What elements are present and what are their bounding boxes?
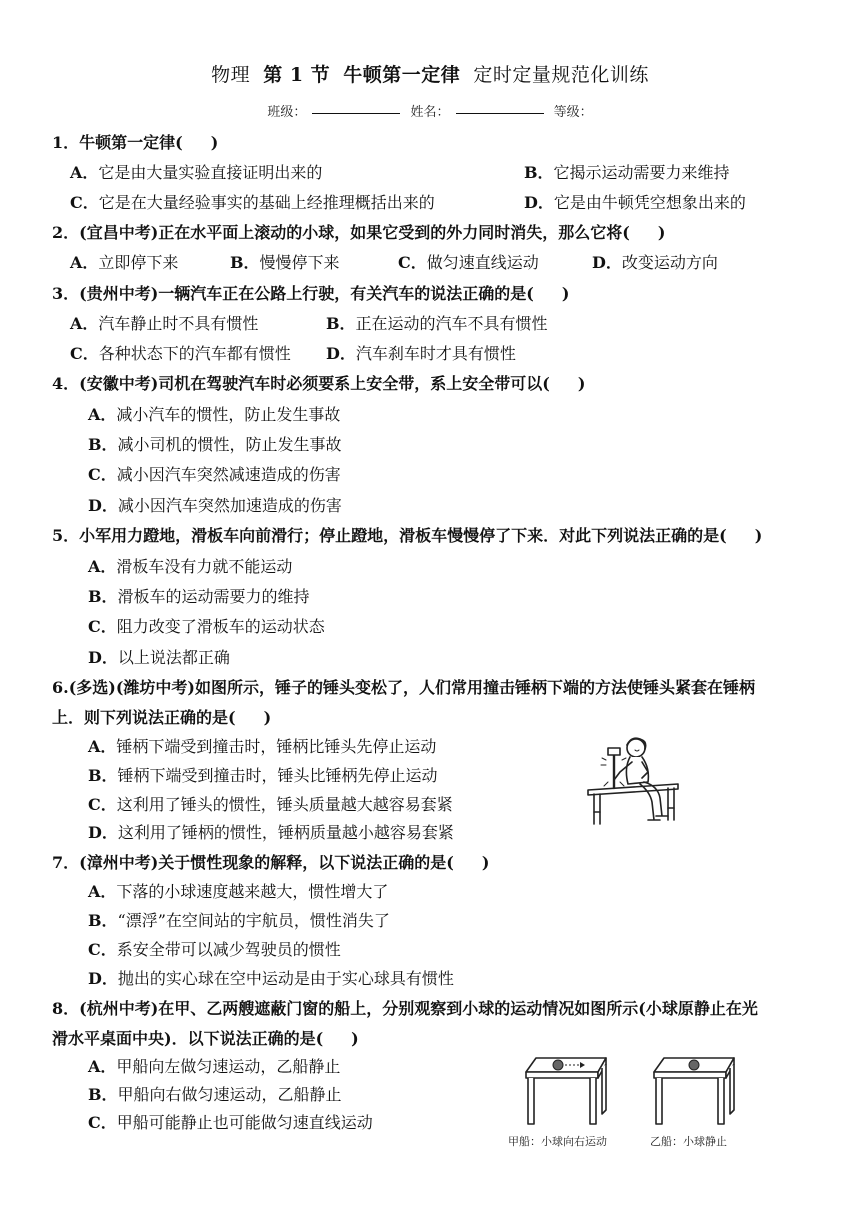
title-suffix: 定时定量规范化训练 [473, 64, 649, 86]
question-1-option-d[interactable]: D．它是由牛顿凭空想象出来的 [524, 193, 746, 212]
question-7-option-a[interactable]: A．下落的小球速度越来越大，惯性增大了 [88, 882, 389, 901]
name-label: 姓名： [410, 105, 450, 120]
question-4-option-b[interactable]: B．减小司机的惯性，防止发生事故 [88, 435, 342, 454]
grade-label: 等级： [553, 105, 593, 120]
question-5-option-b[interactable]: B．滑板车的运动需要力的维持 [88, 587, 310, 606]
question-7-option-b[interactable]: B．“漂浮”在空间站的宇航员，惯性消失了 [88, 911, 390, 930]
question-1-option-b[interactable]: B．它揭示运动需要力来维持 [524, 163, 730, 182]
page-title [0, 60, 860, 87]
question-6-option-a[interactable]: A．锤柄下端受到撞击时，锤柄比锤头先停止运动 [88, 737, 437, 756]
question-5-option-d[interactable]: D．以上说法都正确 [88, 648, 230, 667]
hammer-bench-illustration [584, 732, 684, 832]
question-3-option-d[interactable]: D．汽车刹车时才具有惯性 [326, 344, 516, 363]
question-4-option-a[interactable]: A．减小汽车的惯性，防止发生事故 [88, 405, 341, 424]
question-3-stem: 3．(贵州中考)一辆汽车正在公路上行驶，有关汽车的说法正确的是( ) [52, 284, 570, 303]
question-2-stem: 2．(宜昌中考)正在水平面上滚动的小球，如果它受到的外力同时消失，那么它将( ) [52, 223, 666, 242]
question-4-option-d[interactable]: D．减小因汽车突然加速造成的伤害 [88, 496, 342, 515]
name-blank[interactable] [456, 112, 544, 114]
question-1-stem: 1．牛顿第一定律( ) [52, 133, 219, 152]
question-7-option-c[interactable]: C．系安全带可以减少驾驶员的惯性 [88, 940, 341, 959]
section-label: 第 1 节 [263, 64, 331, 86]
question-2-option-b[interactable]: B．慢慢停下来 [230, 253, 340, 272]
question-1-option-c[interactable]: C．它是在大量经验事实的基础上经推理概括出来的 [70, 193, 435, 212]
question-8-option-c[interactable]: C．甲船可能静止也可能做匀速直线运动 [88, 1113, 373, 1132]
question-7-option-d[interactable]: D．抛出的实心球在空中运动是由于实心球具有惯性 [88, 969, 454, 988]
question-3-option-b[interactable]: B．正在运动的汽车不具有惯性 [326, 314, 548, 333]
question-4-stem: 4．(安徽中考)司机在驾驶汽车时必须要系上安全带，系上安全带可以( ) [52, 374, 586, 393]
question-1-option-a[interactable]: A．它是由大量实验直接证明出来的 [70, 163, 323, 182]
question-8-option-b[interactable]: B．甲船向右做匀速运动，乙船静止 [88, 1085, 342, 1104]
question-2-option-a[interactable]: A．立即停下来 [70, 253, 179, 272]
question-6-stem-cont: 上．则下列说法正确的是( ) [52, 708, 272, 727]
subject-label: 物理 [211, 64, 251, 86]
question-4-option-c[interactable]: C．减小因汽车突然减速造成的伤害 [88, 465, 341, 484]
question-3-option-c[interactable]: C．各种状态下的汽车都有惯性 [70, 344, 291, 363]
table-b-still-ball-illustration [646, 1052, 742, 1128]
table-a-caption: 甲船：小球向右运动 [508, 1135, 607, 1148]
question-5-stem: 5．小军用力蹬地，滑板车向前滑行；停止蹬地，滑板车慢慢停了下来．对此下列说法正确的是( ) [52, 526, 763, 545]
class-blank[interactable] [312, 112, 400, 114]
question-6-option-d[interactable]: D．这利用了锤柄的惯性，锤柄质量越小越容易套紧 [88, 823, 454, 842]
table-b-caption: 乙船：小球静止 [650, 1135, 727, 1148]
student-info-row [0, 101, 860, 120]
question-8-stem-cont: 滑水平桌面中央)．以下说法正确的是( ) [52, 1029, 359, 1048]
question-2-option-c[interactable]: C．做匀速直线运动 [398, 253, 539, 272]
topic-label: 牛顿第一定律 [343, 64, 461, 86]
question-6-option-c[interactable]: C．这利用了锤头的惯性，锤头质量越大越容易套紧 [88, 795, 453, 814]
question-5-option-a[interactable]: A．滑板车没有力就不能运动 [88, 557, 293, 576]
question-6-stem: 6.(多选)(潍坊中考)如图所示，锤子的锤头变松了，人们常用撞击锤柄下端的方法使锤头紧套在锤柄 [52, 678, 755, 697]
question-2-option-d[interactable]: D．改变运动方向 [592, 253, 718, 272]
question-6-option-b[interactable]: B．锤柄下端受到撞击时，锤头比锤柄先停止运动 [88, 766, 438, 785]
class-label: 班级： [267, 105, 307, 120]
question-8-option-a[interactable]: A．甲船向左做匀速运动，乙船静止 [88, 1057, 341, 1076]
question-8-stem: 8．(杭州中考)在甲、乙两艘遮蔽门窗的船上，分别观察到小球的运动情况如图所示(小球原静止在光 [52, 999, 758, 1018]
question-3-option-a[interactable]: A．汽车静止时不具有惯性 [70, 314, 259, 333]
question-5-option-c[interactable]: C．阻力改变了滑板车的运动状态 [88, 617, 325, 636]
table-a-moving-ball-illustration [518, 1052, 614, 1128]
question-7-stem: 7．(漳州中考)关于惯性现象的解释，以下说法正确的是( ) [52, 853, 490, 872]
